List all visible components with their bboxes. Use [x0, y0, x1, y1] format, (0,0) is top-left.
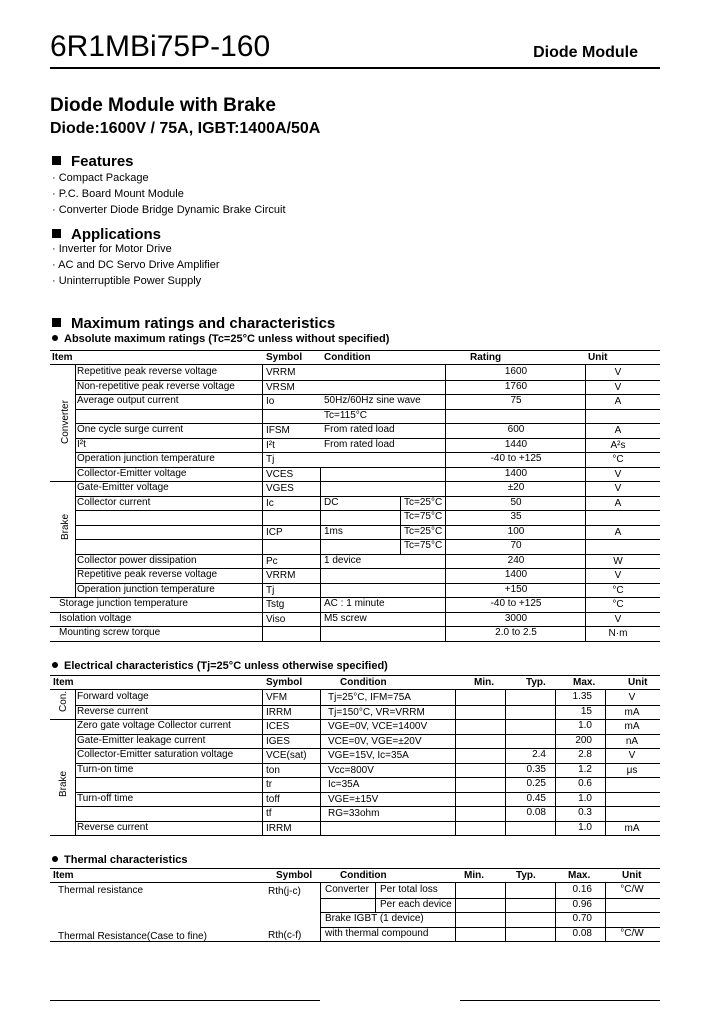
table-rule: [262, 364, 263, 641]
table-cell-unit: nA: [625, 735, 639, 747]
table-cell-item: Collector-Emitter saturation voltage: [77, 749, 234, 760]
column-header: Unit: [588, 352, 608, 363]
column-header: Symbol: [276, 870, 313, 881]
table-rule: [320, 467, 321, 641]
table-cell-symbol: ICES: [266, 721, 290, 732]
table-rule: [320, 898, 660, 899]
table-cell-rating: -40 to +125: [490, 453, 542, 464]
table-cell-symbol: Rth(c-f): [268, 929, 302, 941]
table-cell-condition: 1ms: [324, 525, 343, 537]
applications-heading: Applications: [52, 226, 161, 243]
table-rule: [555, 882, 556, 941]
square-bullet-icon: [52, 229, 61, 238]
table-cell-rating: 1440: [504, 438, 528, 450]
table-rule: [50, 364, 660, 365]
group-label-brake: Brake: [58, 770, 69, 797]
table-cell-condition: VGE=15V, Ic=35A: [328, 750, 409, 761]
table-cell-item: Turn-on time: [77, 763, 134, 775]
group-label-converter: Converter: [60, 400, 71, 444]
table-cell-unit: A²s: [610, 439, 626, 451]
table-cell-symbol: VFM: [266, 692, 288, 703]
table-cell-condition: Ic=35A: [328, 779, 360, 790]
table-cell-unit: V: [614, 570, 622, 581]
table-cell-max: 0.16: [572, 884, 592, 895]
table-cell-item: One cycle surge current: [77, 424, 184, 435]
table-cell-item: Zero gate voltage Collector current: [77, 720, 231, 731]
table-rule: [505, 882, 506, 941]
table-rule: [75, 364, 76, 597]
table-cell-unit: W: [613, 555, 623, 567]
table-cell-unit: mA: [624, 721, 640, 732]
table-cell-symbol: Viso: [266, 613, 286, 625]
table-cell-symbol: VRRM: [266, 367, 296, 378]
column-header: Item: [53, 677, 74, 688]
table-rule: [50, 868, 660, 869]
table-cell-symbol: IRRM: [266, 822, 292, 834]
table-cell-condition: Tc=115°C: [324, 409, 368, 421]
table-cell-rating: 240: [507, 554, 525, 566]
group-label-brake: Brake: [60, 513, 71, 540]
table-cell-max: 0.6: [578, 778, 592, 789]
table-cell-typ: 2.4: [532, 749, 546, 760]
table-cell-condition: VCE=0V, VGE=±20V: [328, 735, 422, 747]
table-cell-max: 1.2: [578, 763, 592, 775]
table-rule: [375, 882, 376, 912]
table-cell-typ: 0.08: [526, 807, 546, 818]
table-rule: [50, 941, 660, 942]
column-header: Rating: [470, 352, 502, 363]
application-item: · Uninterruptible Power Supply: [52, 275, 202, 287]
round-bullet-icon: [52, 856, 58, 862]
table-rule: [50, 675, 660, 676]
column-header: Min.: [474, 677, 494, 688]
footer-rule-left: [50, 1000, 320, 1001]
table-cell-item: Isolation voltage: [59, 612, 132, 624]
table-cell-max: 1.0: [578, 792, 592, 804]
table-cell-symbol: toff: [266, 793, 280, 805]
table-cell-symbol: Tstg: [266, 599, 285, 610]
square-bullet-icon: [52, 318, 61, 327]
table-cell-condition: Tc=25°C: [404, 496, 443, 508]
table-cell-rating: 2.0 to 2.5: [495, 627, 537, 638]
table-rule: [505, 689, 506, 835]
table-rule: [75, 409, 660, 410]
table-cell-unit: V: [628, 692, 636, 703]
table-cell-rating: 3000: [504, 612, 528, 624]
table-cell-symbol: VGES: [266, 483, 294, 494]
table-cell-unit: V: [614, 613, 622, 625]
table-rule: [445, 364, 446, 641]
table-cell-symbol: Ic: [266, 497, 274, 509]
table-cell-unit: V: [614, 381, 622, 393]
abs-max-subheading: Absolute maximum ratings (Tc=25°C unless without specified): [52, 333, 389, 345]
table-cell-condition: Per each device: [380, 898, 452, 910]
table-cell-condition: Vcc=800V: [328, 764, 374, 776]
column-header: Symbol: [266, 352, 303, 363]
table-cell-unit: mA: [624, 706, 640, 718]
table-cell-symbol: tf: [266, 808, 272, 819]
table-cell-condition: DC: [324, 496, 339, 508]
column-header: Condition: [324, 352, 371, 363]
table-cell-item: Gate-Emitter leakage current: [77, 734, 206, 746]
table-rule: [50, 835, 660, 836]
table-cell-unit: V: [628, 750, 636, 761]
table-rule: [455, 882, 456, 941]
table-rule: [605, 882, 606, 941]
group-label-con: Con.: [58, 690, 69, 712]
table-cell-condition: M5 screw: [324, 612, 367, 624]
table-cell-symbol: Rth(j-c): [268, 886, 301, 897]
column-header: Unit: [628, 677, 648, 688]
table-rule: [400, 496, 401, 554]
column-header: Item: [52, 352, 73, 363]
table-cell-condition: From rated load: [324, 424, 395, 435]
table-cell-item: Turn-off time: [77, 792, 134, 804]
table-cell-condition: Tj=150°C, VR=VRRM: [328, 706, 425, 718]
table-cell-rating: 1600: [504, 366, 528, 377]
table-rule: [50, 882, 660, 883]
table-cell-rating: 70: [510, 540, 522, 551]
feature-item: · Compact Package: [52, 172, 149, 184]
table-rule: [262, 689, 263, 835]
table-cell-item: Collector power dissipation: [77, 554, 197, 566]
column-header: Condition: [340, 677, 387, 688]
column-header: Max.: [568, 870, 591, 881]
table-cell-rating: -40 to +125: [490, 598, 542, 609]
table-cell-unit: A: [614, 425, 622, 436]
table-cell-item: Thermal resistance: [58, 885, 144, 896]
table-cell-unit: A: [614, 526, 622, 538]
table-cell-item: Gate-Emitter voltage: [77, 482, 169, 493]
table-cell-item: Storage junction temperature: [59, 598, 188, 609]
table-cell-symbol: Io: [266, 396, 275, 407]
table-rule: [50, 641, 660, 642]
table-cell-condition: From rated load: [324, 438, 395, 450]
table-cell-symbol: VRRM: [266, 570, 296, 581]
table-cell-max: 0.3: [578, 807, 592, 818]
table-cell-condition: Tj=25°C, IFM=75A: [328, 692, 411, 703]
table-cell-condition: with thermal compound: [325, 927, 429, 939]
part-number-title: 6R1MBi75P-160: [50, 30, 271, 63]
table-rule: [75, 496, 660, 497]
table-cell-typ: 0.35: [526, 763, 546, 775]
table-cell-symbol: VRSM: [266, 381, 295, 393]
table-cell-rating: 75: [510, 395, 522, 406]
table-cell-item: Average output current: [77, 395, 179, 406]
table-cell-rating: 35: [510, 511, 522, 522]
table-cell-symbol: I²t: [266, 439, 275, 451]
table-rule: [75, 510, 660, 511]
table-rule: [320, 689, 321, 835]
table-rule: [555, 689, 556, 835]
table-cell-item: Forward voltage: [77, 691, 149, 702]
table-cell-item: Repetitive peak reverse voltage: [77, 366, 218, 377]
table-cell-rating: 600: [507, 424, 525, 435]
table-cell-item: Mounting screw torque: [59, 627, 161, 638]
table-cell-rating: 100: [507, 525, 525, 537]
max-ratings-heading: Maximum ratings and characteristics: [52, 315, 335, 332]
table-cell-symbol: IRRM: [266, 706, 292, 718]
table-cell-condition: VGE=0V, VCE=1400V: [328, 721, 428, 732]
table-cell-rating: 1760: [504, 380, 528, 392]
table-cell-max: 0.08: [572, 927, 592, 939]
table-cell-max: 0.96: [572, 898, 592, 910]
table-cell-unit: °C: [612, 584, 624, 596]
table-cell-item: Operation junction temperature: [77, 583, 215, 595]
table-cell-max: 15: [580, 705, 592, 717]
table-cell-unit: A: [614, 396, 622, 407]
features-heading: Features: [52, 153, 134, 170]
table-cell-condition: Tc=25°C: [404, 525, 443, 537]
table-cell-condition: 50Hz/60Hz sine wave: [324, 395, 421, 406]
table-cell-unit: μs: [626, 764, 638, 776]
column-header: Symbol: [266, 677, 303, 688]
table-cell-unit: N·m: [608, 628, 628, 639]
table-cell-item: Collector current: [77, 496, 151, 508]
column-header: Item: [53, 870, 74, 881]
electrical-subheading: Electrical characteristics (Tj=25°C unless otherwise specified): [52, 660, 388, 672]
application-item: · AC and DC Servo Drive Amplifier: [52, 259, 220, 271]
table-cell-symbol: IFSM: [266, 425, 290, 436]
table-cell-condition: Tc=75°C: [404, 540, 443, 551]
table-rule: [320, 927, 660, 928]
table-cell-condition: 1 device: [324, 554, 362, 566]
column-header: Condition: [340, 870, 387, 881]
thermal-subheading: Thermal characteristics: [52, 854, 188, 866]
table-cell-symbol: ICP: [266, 526, 283, 538]
column-header: Min.: [464, 870, 484, 881]
table-cell-typ: 0.25: [526, 778, 546, 789]
column-header: Typ.: [516, 870, 536, 881]
table-cell-rating: 1400: [504, 467, 528, 479]
table-cell-item: I²t: [77, 438, 86, 450]
feature-item: · Converter Diode Bridge Dynamic Brake Circuit: [52, 204, 286, 216]
table-cell-condition: AC : 1 minute: [324, 598, 385, 609]
table-cell-symbol: VCE(sat): [266, 750, 307, 761]
table-rule: [455, 689, 456, 835]
table-cell-symbol: Tj: [266, 584, 275, 596]
table-cell-item: Reverse current: [77, 821, 149, 833]
table-cell-item: Thermal Resistance(Case to fine): [58, 930, 207, 942]
table-cell-max: 0.70: [572, 913, 592, 924]
table-cell-item: Collector-Emitter voltage: [77, 467, 187, 479]
table-cell-max: 1.35: [572, 691, 592, 702]
feature-item: · P.C. Board Mount Module: [52, 188, 184, 200]
footer-rule-right: [460, 1000, 660, 1001]
table-cell-unit: V: [614, 483, 622, 494]
table-cell-unit: °C/W: [620, 927, 644, 939]
table-cell-symbol: Tj: [266, 454, 275, 465]
table-rule: [50, 719, 660, 720]
table-cell-rating: +150: [504, 583, 528, 595]
table-cell-max: 1.0: [578, 720, 592, 731]
table-cell-condition: Converter: [325, 884, 369, 895]
table-cell-item: Reverse current: [77, 705, 149, 717]
column-header: Unit: [622, 870, 642, 881]
table-cell-unit: °C: [612, 599, 624, 610]
table-cell-condition: Per total loss: [380, 884, 438, 895]
table-cell-unit: V: [614, 367, 622, 378]
table-cell-rating: ±20: [507, 482, 525, 493]
table-cell-condition: Tc=75°C: [404, 511, 443, 522]
table-rule: [75, 525, 660, 526]
table-cell-condition: Brake IGBT (1 device): [325, 913, 424, 924]
table-rule: [320, 912, 660, 913]
table-cell-symbol: Pc: [266, 555, 278, 567]
table-rule: [75, 539, 660, 540]
table-cell-item: Operation junction temperature: [77, 453, 215, 464]
header-rule: [50, 67, 660, 69]
table-cell-rating: 50: [510, 496, 522, 508]
square-bullet-icon: [52, 156, 61, 165]
table-cell-unit: V: [614, 468, 622, 480]
category-label: Diode Module: [533, 44, 638, 61]
table-cell-symbol: VCES: [266, 468, 294, 480]
column-header: Typ.: [526, 677, 546, 688]
round-bullet-icon: [52, 662, 58, 668]
table-cell-max: 200: [575, 734, 592, 746]
table-cell-max: 1.0: [578, 821, 592, 833]
table-rule: [50, 689, 660, 690]
table-cell-unit: A: [614, 497, 622, 509]
table-rule: [75, 689, 76, 835]
table-cell-max: 2.8: [578, 749, 592, 760]
table-rule: [50, 350, 660, 351]
table-rule: [50, 481, 660, 482]
table-rule: [585, 364, 586, 641]
table-cell-typ: 0.45: [526, 792, 546, 804]
table-rule: [50, 597, 660, 598]
table-cell-unit: °C: [612, 454, 624, 465]
table-cell-unit: °C/W: [620, 884, 644, 895]
round-bullet-icon: [52, 335, 58, 341]
application-item: · Inverter for Motor Drive: [52, 243, 172, 255]
table-cell-symbol: tr: [266, 779, 273, 790]
table-cell-symbol: ton: [266, 764, 280, 776]
table-rule: [320, 882, 321, 941]
table-cell-condition: RG=33ohm: [328, 808, 380, 819]
table-cell-rating: 1400: [504, 569, 528, 580]
table-cell-item: Repetitive peak reverse voltage: [77, 569, 218, 580]
table-cell-unit: mA: [624, 822, 640, 834]
intro-subtitle: Diode:1600V / 75A, IGBT:1400A/50A: [50, 120, 321, 137]
table-cell-condition: VGE=±15V: [328, 793, 379, 805]
table-cell-item: Non-repetitive peak reverse voltage: [77, 380, 235, 392]
intro-title: Diode Module with Brake: [50, 95, 276, 116]
table-rule: [605, 689, 606, 835]
column-header: Max.: [573, 677, 596, 688]
table-cell-symbol: IGES: [266, 735, 290, 747]
